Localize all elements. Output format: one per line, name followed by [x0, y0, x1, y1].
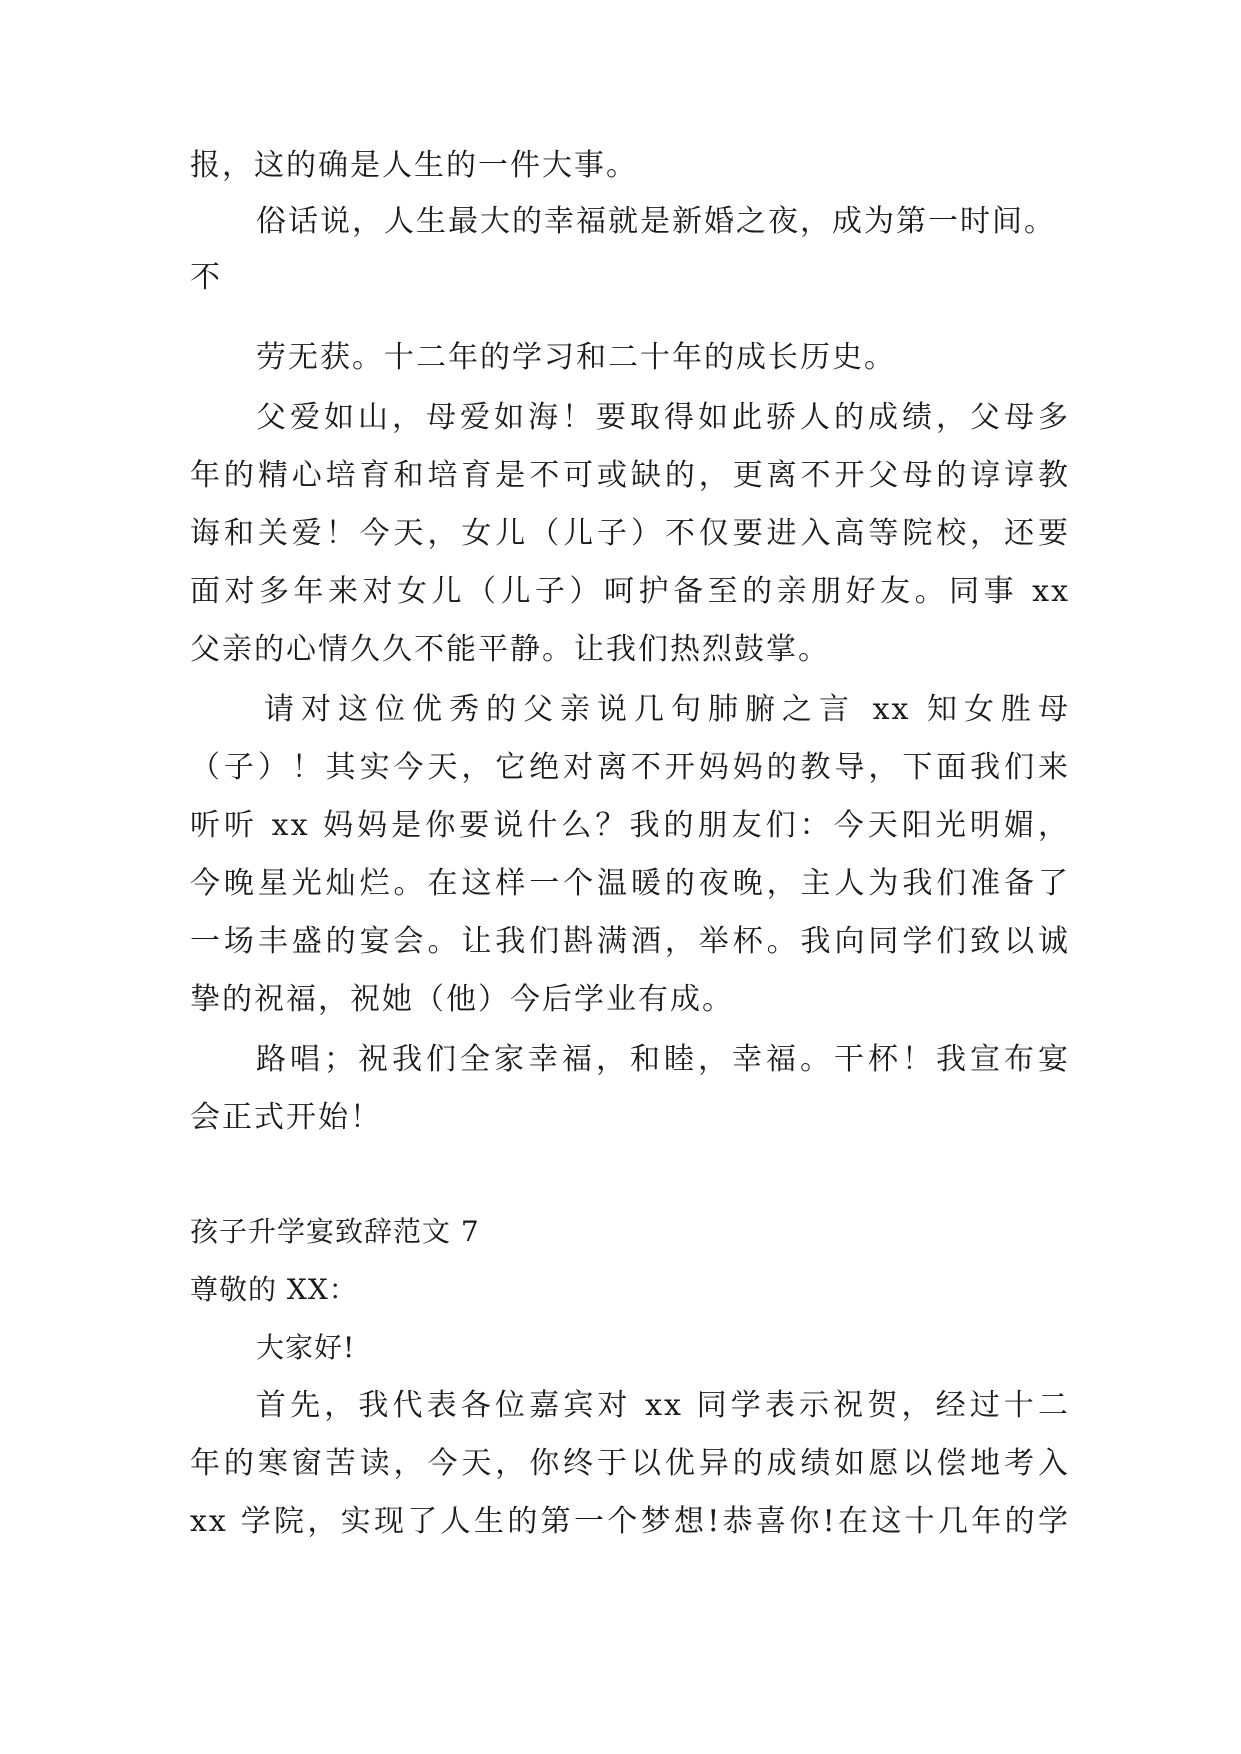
- text-line: 劳无获。十二年的学习和二十年的成长历史。: [256, 340, 896, 375]
- text-line: 父爱如山，母爱如海！要取得如此骄人的成绩，父母多: [256, 400, 1070, 435]
- text-line: （子）！其实今天，它绝对离不开妈妈的教导，下面我们来: [190, 750, 1070, 785]
- text-line: 会正式开始！: [190, 1100, 382, 1135]
- text-line: 首先，我代表各位嘉宾对 xx 同学表示祝贺，经过十二: [256, 1388, 1070, 1423]
- text-line: 挚的祝福，祝她（他）今后学业有成。: [190, 982, 734, 1017]
- text-line: 一场丰盛的宴会。让我们斟满酒，举杯。我向同学们致以诚: [190, 924, 1070, 959]
- text-line: 今晚星光灿烂。在这样一个温暖的夜晚，主人为我们准备了: [190, 866, 1070, 901]
- text-line: 俗话说，人生最大的幸福就是新婚之夜，成为第一时间。: [256, 204, 1056, 239]
- text-line: 请对这位优秀的父亲说几句肺腑之言 xx 知女胜母: [264, 692, 1070, 727]
- text-line: 不: [190, 260, 222, 295]
- text-line: 报，这的确是人生的一件大事。: [190, 148, 638, 183]
- text-line: 年的寒窗苦读，今天，你终于以优异的成绩如愿以偿地考入: [190, 1446, 1070, 1481]
- greeting: 大家好!: [256, 1331, 356, 1364]
- text-line: xx 学院，实现了人生的第一个梦想!恭喜你!在这十几年的学: [190, 1504, 1070, 1539]
- section-title: 孩子升学宴致辞范文 7: [190, 1215, 480, 1248]
- text-line: 年的精心培育和培育是不可或缺的，更离不开父母的谆谆教: [190, 458, 1070, 493]
- text-line: 听听 xx 妈妈是你要说什么？我的朋友们：今天阳光明媚，: [190, 808, 1070, 843]
- text-line: 面对多年来对女儿（儿子）呵护备至的亲朋好友。同事 xx: [190, 574, 1070, 609]
- text-line: 父亲的心情久久不能平静。让我们热烈鼓掌。: [190, 632, 830, 667]
- text-line: 诲和关爱！今天，女儿（儿子）不仅要进入高等院校，还要: [190, 516, 1070, 551]
- text-line: 路唱；祝我们全家幸福，和睦，幸福。干杯！我宣布宴: [256, 1042, 1070, 1077]
- salutation: 尊敬的 XX：: [190, 1273, 358, 1306]
